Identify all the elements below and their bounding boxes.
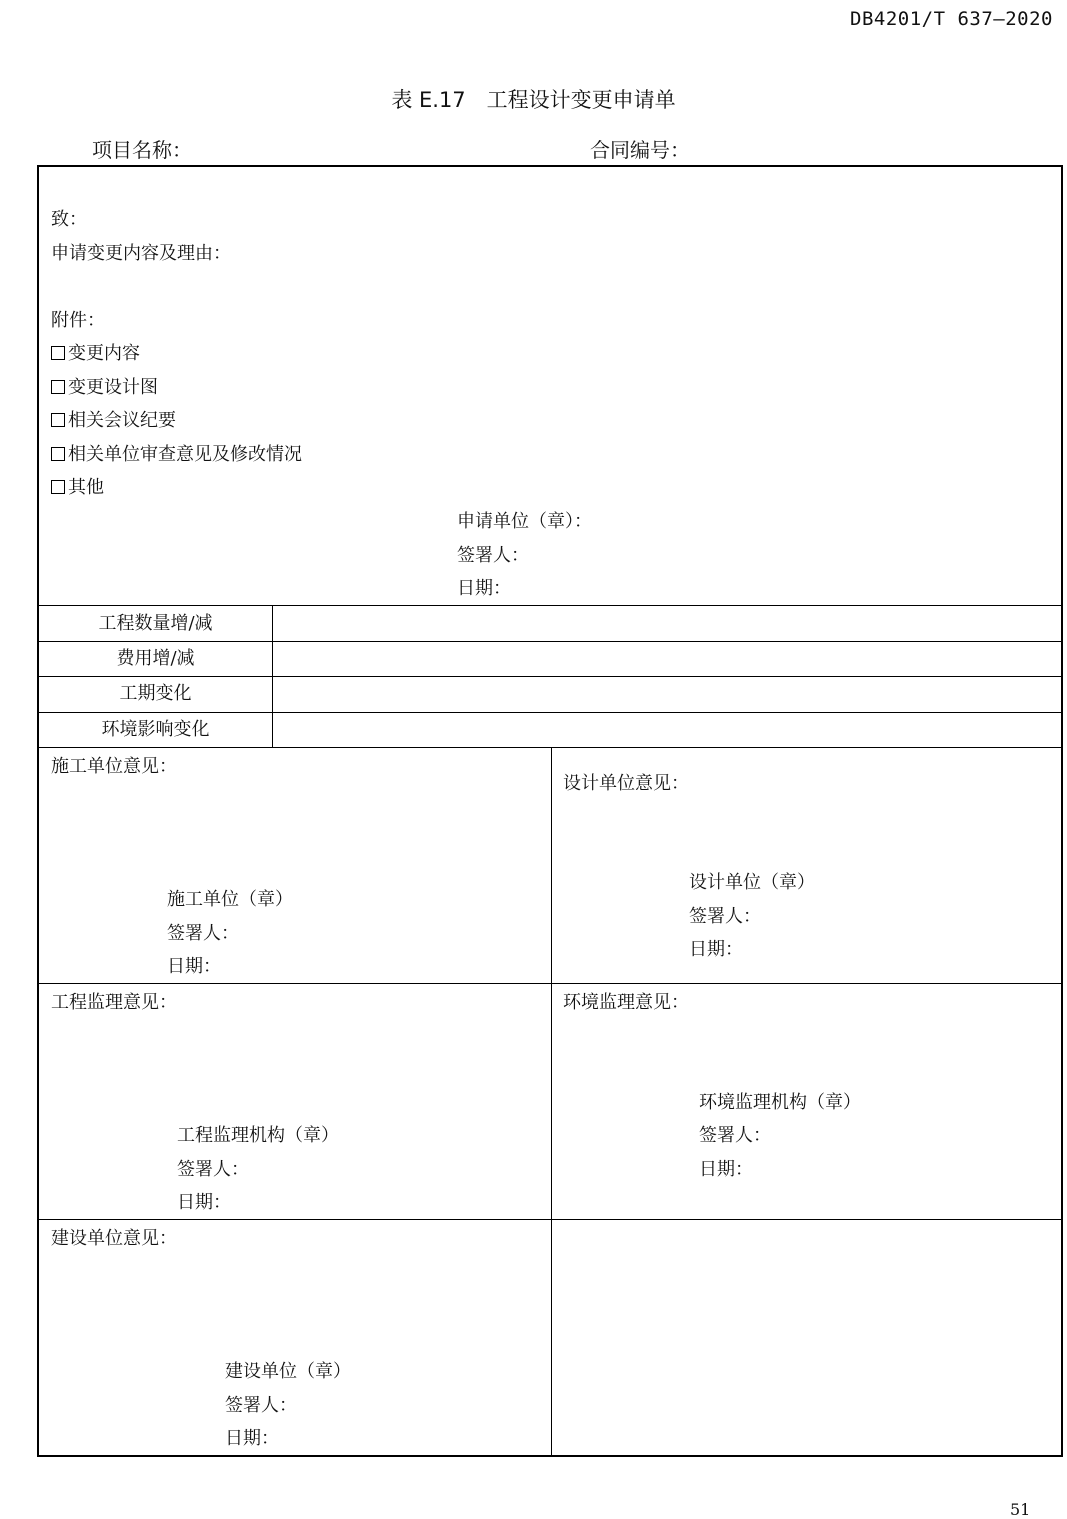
construction-opinion-label: 施工单位意见： bbox=[51, 756, 177, 777]
eng-supervision-date-label: 日期： bbox=[177, 1192, 231, 1213]
applicant-signer-label: 签署人： bbox=[457, 545, 529, 566]
env-supervision-date-label: 日期： bbox=[699, 1159, 753, 1180]
contract-number-label: 合同编号： bbox=[590, 138, 690, 162]
owner-signer-label: 签署人： bbox=[225, 1395, 297, 1416]
checkbox-icon[interactable] bbox=[51, 447, 65, 461]
change-reason-label: 申请变更内容及理由： bbox=[51, 243, 231, 264]
owner-date-label: 日期： bbox=[225, 1428, 279, 1449]
checkbox-icon[interactable] bbox=[51, 480, 65, 494]
eng-supervision-opinion-label: 工程监理意见： bbox=[51, 992, 177, 1013]
impact-row-quantity: 工程数量增/减 bbox=[98, 613, 213, 634]
owner-unit-label: 建设单位（章） bbox=[225, 1361, 351, 1382]
form-table bbox=[37, 165, 1063, 1457]
attachment-item[interactable]: 其他 bbox=[51, 479, 104, 497]
applicant-unit-label: 申请单位（章）： bbox=[457, 511, 592, 532]
env-supervision-opinion-label: 环境监理意见： bbox=[563, 992, 689, 1013]
design-unit-label: 设计单位（章） bbox=[689, 872, 815, 893]
eng-supervision-signer-label: 签署人： bbox=[177, 1159, 249, 1180]
design-opinion-label: 设计单位意见： bbox=[563, 773, 689, 794]
eng-supervision-unit-label: 工程监理机构（章） bbox=[177, 1125, 339, 1146]
env-supervision-unit-label: 环境监理机构（章） bbox=[699, 1092, 861, 1113]
document-code: DB4201/T 637—2020 bbox=[850, 8, 1053, 30]
construction-unit-label: 施工单位（章） bbox=[167, 889, 293, 910]
attachment-item[interactable]: 相关单位审查意见及修改情况 bbox=[51, 446, 302, 464]
to-label: 致： bbox=[51, 209, 87, 230]
impact-row-schedule: 工期变化 bbox=[119, 683, 192, 704]
impact-row-environment: 环境影响变化 bbox=[101, 719, 210, 740]
env-supervision-signer-label: 签署人： bbox=[699, 1125, 771, 1146]
design-signer-label: 签署人： bbox=[689, 906, 761, 927]
page-number: 51 bbox=[1010, 1500, 1031, 1519]
construction-date-label: 日期： bbox=[167, 956, 221, 977]
construction-signer-label: 签署人： bbox=[167, 923, 239, 944]
impact-row-cost: 费用增/减 bbox=[116, 648, 195, 669]
checkbox-icon[interactable] bbox=[51, 380, 65, 394]
attachment-item[interactable]: 变更设计图 bbox=[51, 379, 158, 397]
attachment-item[interactable]: 相关会议纪要 bbox=[51, 412, 176, 430]
applicant-date-label: 日期： bbox=[457, 578, 511, 599]
checkbox-icon[interactable] bbox=[51, 346, 65, 360]
design-date-label: 日期： bbox=[689, 939, 743, 960]
attachments-label: 附件： bbox=[51, 310, 105, 331]
attachment-item[interactable]: 变更内容 bbox=[51, 345, 140, 363]
form-title: 表 E.17 工程设计变更申请单 bbox=[391, 88, 676, 112]
project-name-label: 项目名称： bbox=[92, 138, 192, 162]
owner-opinion-label: 建设单位意见： bbox=[51, 1228, 177, 1249]
checkbox-icon[interactable] bbox=[51, 413, 65, 427]
